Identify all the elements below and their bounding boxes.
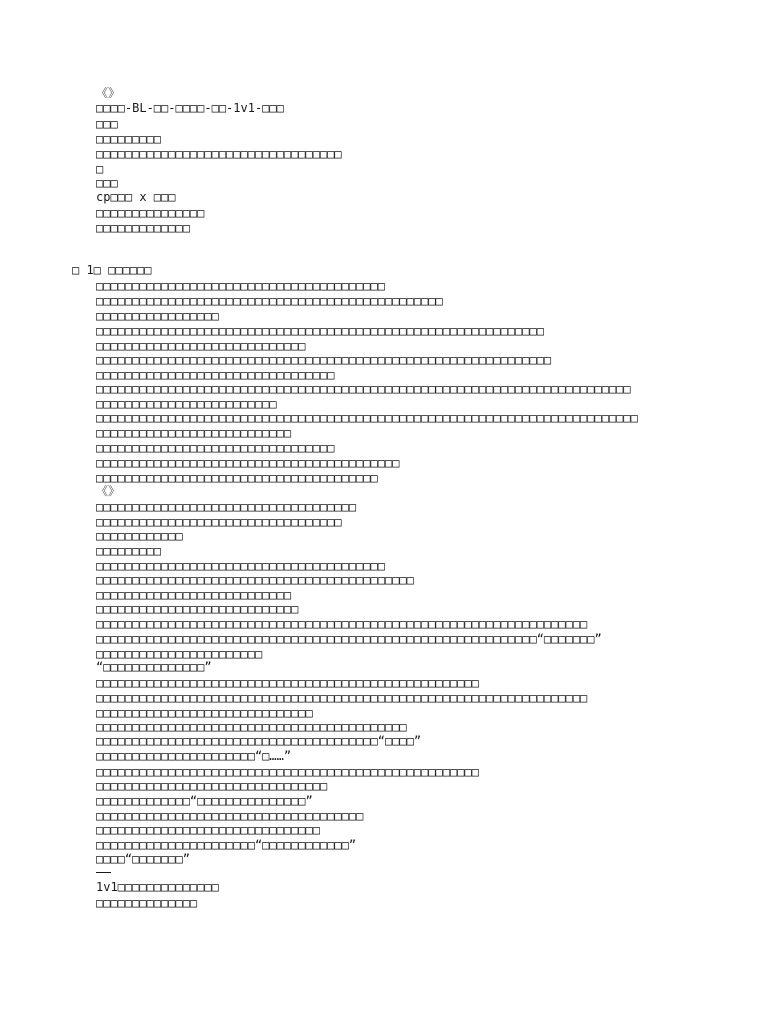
body-line: □□□□□□□□□□□□□□□□□□□□□□□□□□□□□□□□□□□□□□□□ bbox=[96, 279, 385, 293]
body-line: □□□□□□□□□□□□□□□□□□□□□□□□□□□□□□□□□□ bbox=[96, 515, 342, 529]
body-line: □□□□“□□□□□□□” bbox=[96, 852, 190, 866]
body-line: □□□□□□□□□□□□□□□□□□□□□□□□□□□□□□□□□□□□□□□□□□□□□□□□□□□□□□□□□□□□□□□□□□□□□□□□□□□ bbox=[96, 411, 638, 425]
body-line: □□□□□□□□□□□□□□□□□□□□□□□□□□□□□□□□□□□□□□□□□□□□□□□□□□□□□□□□□□□□□□□□□□□□ bbox=[96, 691, 588, 705]
body-line: □□□□□□□□□□□□□□□□□□□□□□□□□□□ bbox=[96, 426, 292, 440]
body-line: □□□□□□□□□□□□ bbox=[96, 529, 183, 543]
body-line: □□□□□□□□□□□□□□□□□□□□□□□□□□□□□□□□□□□□□□□□ bbox=[96, 559, 385, 573]
section-brackets: 《》 bbox=[96, 484, 121, 498]
body-line: □□□□□□□□□□□□□□□□□□□□□□□□□□□□□□□□ bbox=[96, 779, 328, 793]
footer-line: 1v1□□□□□□□□□□□□□□ bbox=[96, 880, 219, 894]
body-line: □□□□□□□□□□□□□□□□□□□□□□□□□□□□ bbox=[96, 602, 299, 616]
body-line: □□□□□□□□□□□□□□□□□□□□□□□□□□□□□□□□□□□□□□□□□□□ bbox=[96, 720, 407, 734]
body-line: □□□□□□□□□□□□□□□□□□□□□□□□□ bbox=[96, 397, 277, 411]
body-line: □□□□□□□□□□□□□□□□□□□□□□□□□□□□□□□□□□□□□□□□□□□□□□□□□□□□□ bbox=[96, 676, 479, 690]
body-line: □□□□□□□□□ bbox=[96, 544, 162, 558]
body-line: □□□□□□□□□□□□□“□□□□□□□□□□□□□□□” bbox=[96, 794, 313, 808]
header-line: □□□□□□□□□□□□□□□□□□□□□□□□□□□□□□□□□□ bbox=[96, 147, 342, 161]
header-tags: □□□□-BL-□□-□□□□-□□-1v1-□□□ bbox=[96, 101, 284, 115]
body-line: □□□□□□□□□□□□□□□□□□□□□□□□□□□□□□□□□□□□□□□□□□□□□□□□□□□□□□□□□□□□□□□□□□□□ bbox=[96, 617, 588, 631]
body-line: □□□□□□□□□□□□□□□□□□□□□□□□□□□□□□□□□□□□□□□□□□□□□□□□ bbox=[96, 294, 443, 308]
body-line: □□□□□□□□□□□□□□□□□□□□□□□□□□□□□□□□□□□□ bbox=[96, 500, 357, 514]
body-line: □□□□□□□□□□□□□□□□□□□□□□□□□□□□□ bbox=[96, 339, 306, 353]
footer-line: □□□□□□□□□□□□□□ bbox=[96, 896, 198, 910]
body-line: □□□□□□□□□□□□□□□□□□□□□□□□□□□□□□□□□□□□□□□□□□□□□□□□□□□□□□□□□□□□□□□ bbox=[96, 353, 552, 367]
body-line: □□□□□□□□□□□□□□□□□□□□□□□□□□□□□□□□□□□□□□□ bbox=[96, 471, 378, 485]
body-line: □□□□□□□□□□□□□□□□□□□□□□□□□□□□□□□□□ bbox=[96, 441, 335, 455]
body-line: □□□□□□□□□□□□□□□□□□□□□□□□□□□□□□□□□ bbox=[96, 368, 335, 382]
body-line: □□□□□□□□□□□□□□□□□□□□□□□□□□□□□□□□□□□□□□□□□□□□□□□□□□□□□□□□□□□□□□ bbox=[96, 324, 544, 338]
header-cp-line: cp□□□ x □□□ bbox=[96, 190, 176, 204]
body-line: □□□□□□□□□□□□□□□□□□□□□□□□□□□□□□□□□□□□□ bbox=[96, 809, 364, 823]
body-line: □□□□□□□□□□□□□□□□□□□□□□□□□□□ bbox=[96, 588, 292, 602]
header-line: □□□□□□□□□ bbox=[96, 132, 162, 146]
body-line: □□□□□□□□□□□□□□□□□□□□□□□□□□□□□□□□□□□□□□□□□□□□□□□□□□□□□□□□□□□□□“□□□□□□□” bbox=[96, 632, 602, 646]
body-line: □□□□□□□□□□□□□□□□□ bbox=[96, 309, 219, 323]
header-brackets: 《》 bbox=[96, 86, 121, 100]
header-line: □□□□□□□□□□□□□ bbox=[96, 221, 190, 235]
body-line: □□□□□□□□□□□□□□□□□□□□□□□□□□□□□□□□□□□□□□□□□□□□ bbox=[96, 573, 414, 587]
section-divider bbox=[96, 872, 111, 873]
body-line: □□□□□□□□□□□□□□□□□□□□□□“□……” bbox=[96, 749, 292, 763]
header-line: □□□ bbox=[96, 176, 118, 190]
body-line: □□□□□□□□□□□□□□□□□□□□□□□□□□□□□□□□□□□□□□□□□□ bbox=[96, 456, 400, 470]
header-line: □□□□□□□□□□□□□□□ bbox=[96, 206, 205, 220]
body-line: □□□□□□□□□□□□□□□□□□□□□□□□□□□□□□□□□□□□□□□□□□□□□□□□□□□□□□□□□□□□□□□□□□□□□□□□□□ bbox=[96, 382, 631, 396]
body-line: □□□□□□□□□□□□□□□□□□□□□□□□□□□□□□□ bbox=[96, 823, 320, 837]
header-line: □ bbox=[96, 162, 104, 176]
body-line: □□□□□□□□□□□□□□□□□□□□□□□□□□□□□□□□□□□□□□□□□□□□□□□□□□□□□ bbox=[96, 765, 479, 779]
body-line: □□□□□□□□□□□□□□□□□□□□□□□□□□□□□□□□□□□□□□□“□□□□” bbox=[96, 734, 422, 748]
body-line: □□□□□□□□□□□□□□□□□□□□□□□□□□□□□□ bbox=[96, 706, 313, 720]
quoted-line: “□□□□□□□□□□□□□□” bbox=[96, 660, 212, 674]
header-line: □□□ bbox=[96, 117, 118, 131]
body-line: □□□□□□□□□□□□□□□□□□□□□□“□□□□□□□□□□□□” bbox=[96, 838, 357, 852]
chapter-heading: □ 1□ □□□□□□ bbox=[72, 263, 152, 277]
body-line: □□□□□□□□□□□□□□□□□□□□□□□ bbox=[96, 647, 263, 661]
